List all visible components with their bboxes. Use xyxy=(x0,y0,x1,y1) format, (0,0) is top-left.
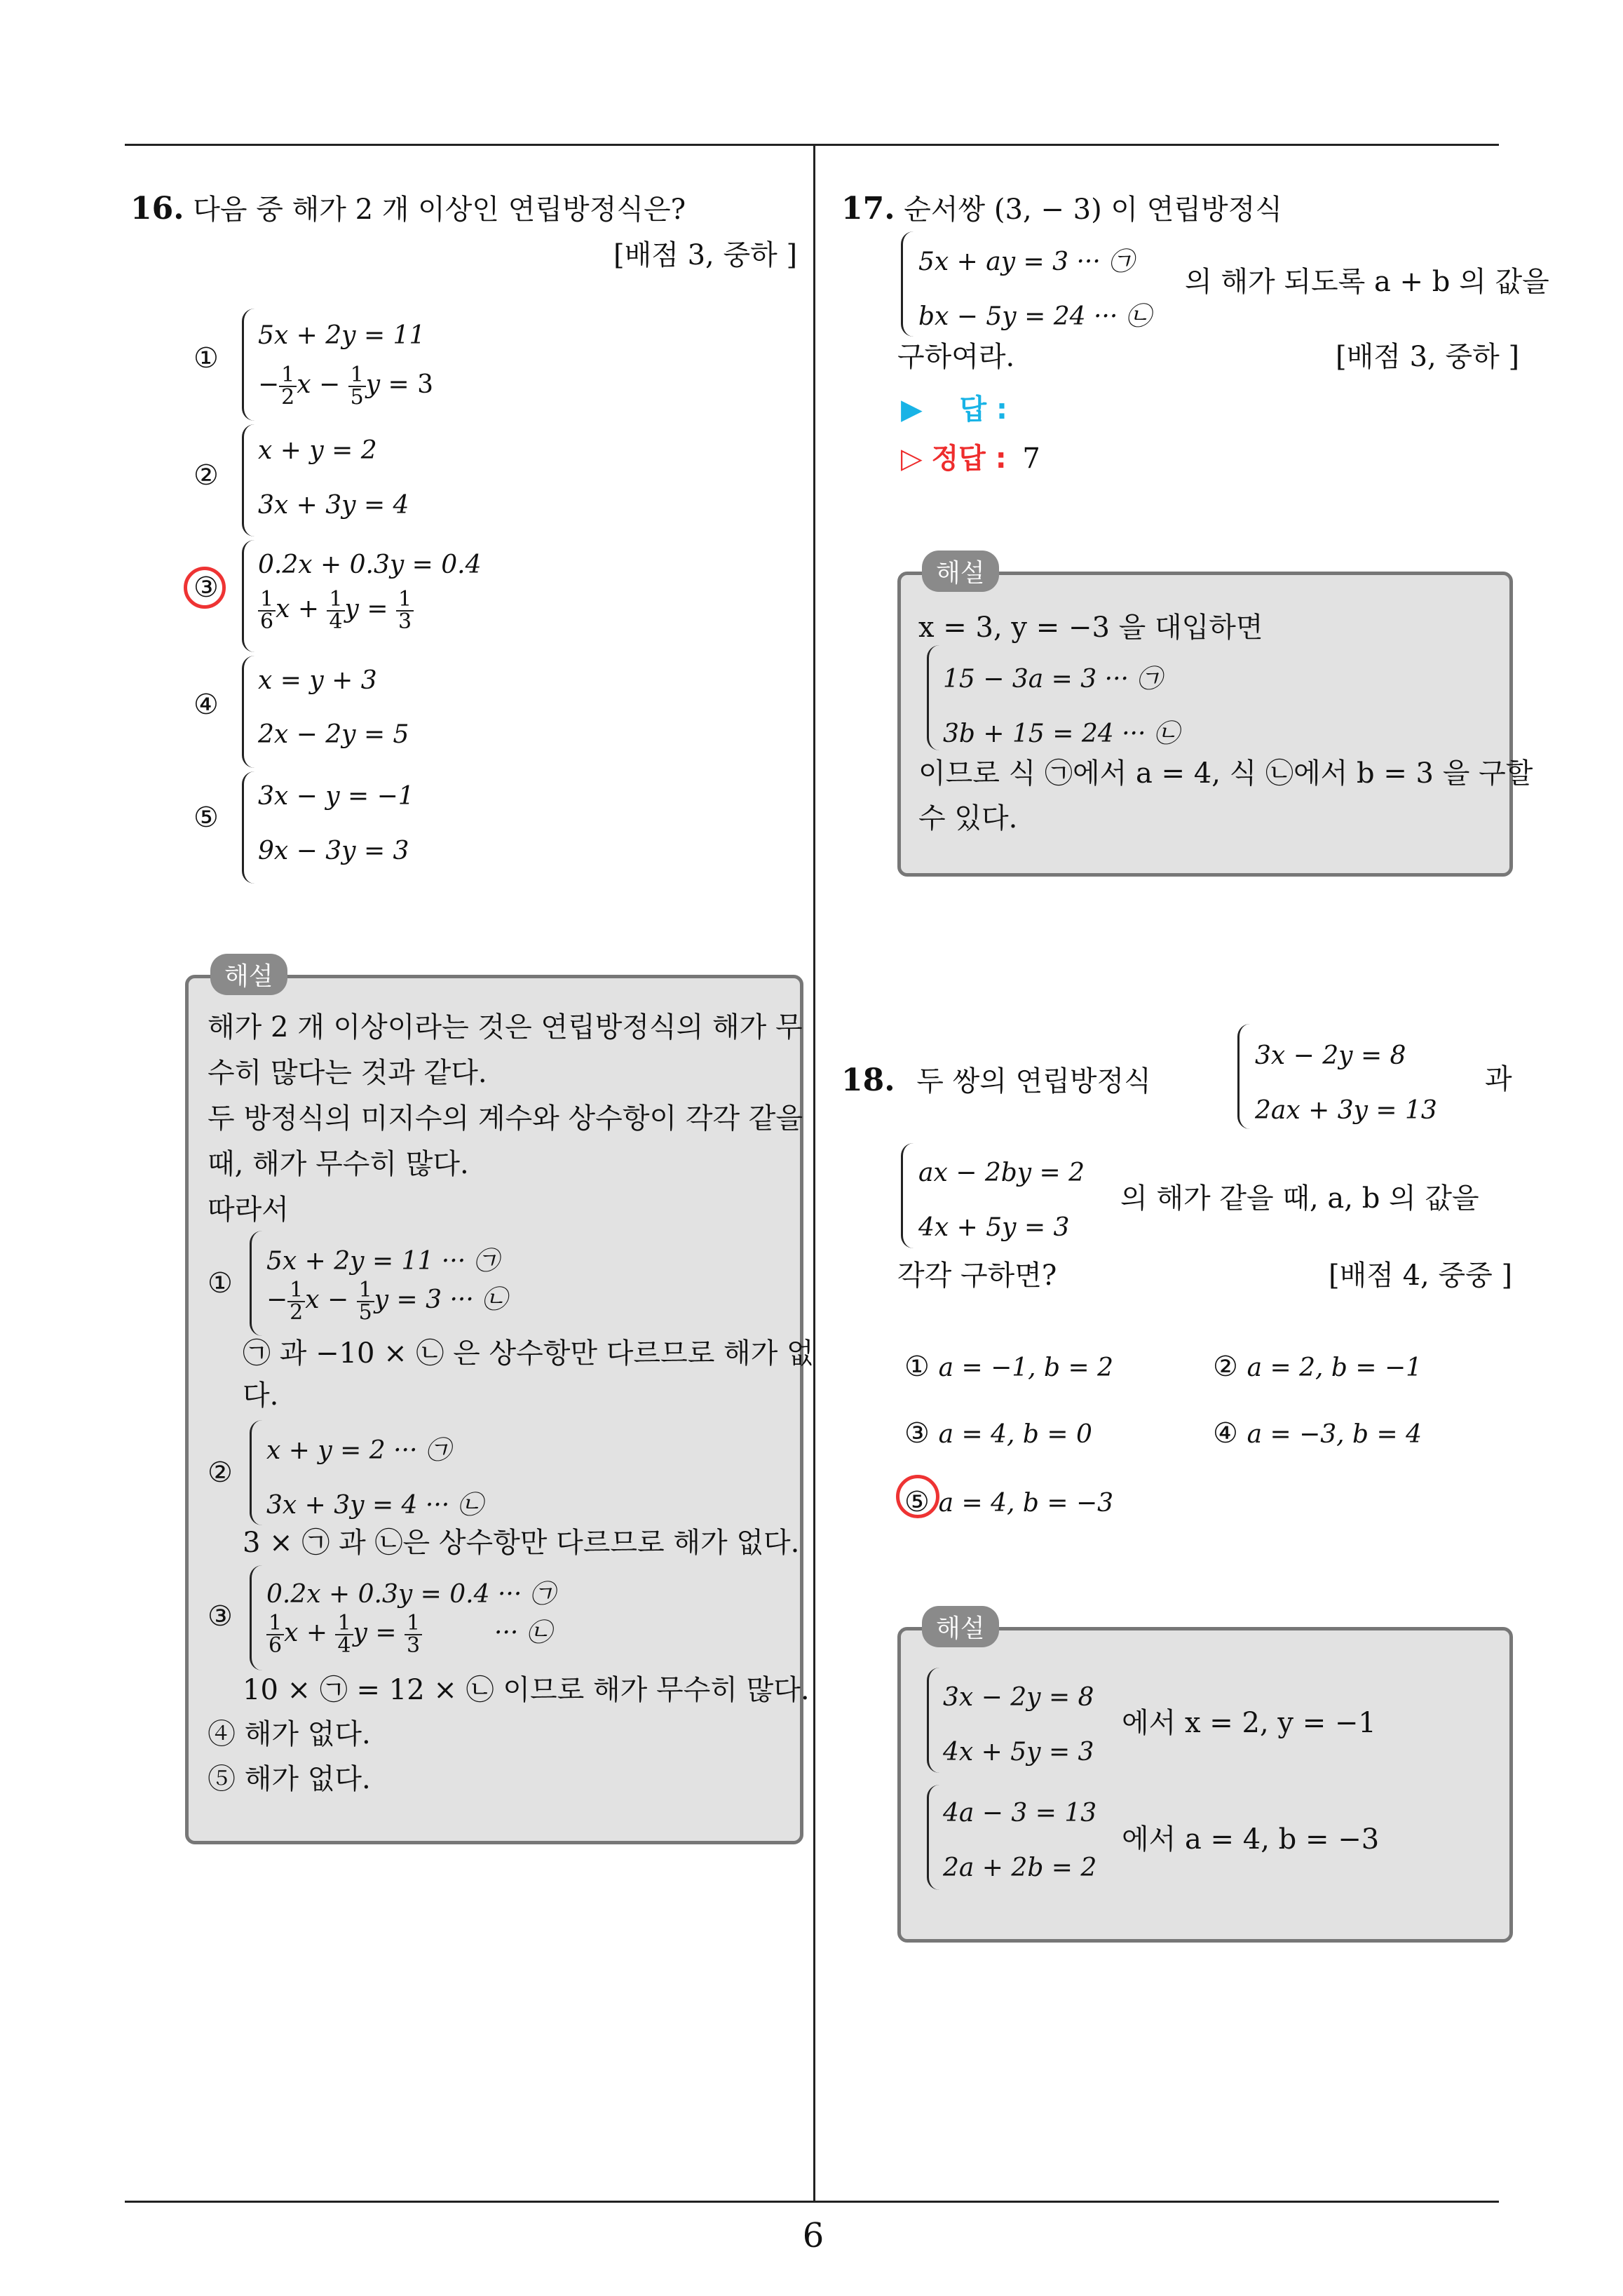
option-mark: ② xyxy=(1213,1351,1238,1383)
option-text: a = −3, b = 4 xyxy=(1247,1420,1422,1449)
equation: 4x + 5y = 3 xyxy=(943,1738,1094,1767)
explanation-line: 따라서 xyxy=(208,1194,289,1226)
equation: − $\frac{1}{2}$ x − $\frac{1}{5}$ y = 3 ··· ㉡ xyxy=(266,1278,508,1325)
equation: ax − 2by = 2 xyxy=(918,1159,1085,1187)
explanation-line: 에서 a = 4, b = −3 xyxy=(1122,1823,1380,1856)
triangle-right-icon: ▶ xyxy=(901,393,923,426)
brace xyxy=(927,1668,940,1773)
explanation-line: ㉠ 과 −10 × ㉡ 은 상수항만 다르므로 해가 없 xyxy=(243,1337,814,1370)
explanation-mark: ① xyxy=(208,1267,233,1299)
explanation-line: 3 × ㉠ 과 ㉡은 상수항만 다르므로 해가 없다. xyxy=(243,1527,800,1559)
explanation-line: 두 방정식의 미지수의 계수와 상수항이 각각 같을 xyxy=(208,1102,803,1135)
q18-explanation-tag: 해설 xyxy=(922,1606,999,1647)
explanation-mark: ② xyxy=(208,1457,233,1489)
explanation-line: ④ 해가 없다. xyxy=(208,1718,371,1750)
brace xyxy=(901,1143,914,1248)
equation: 2x − 2y = 5 xyxy=(258,720,409,749)
q18-option-1[interactable] xyxy=(904,1350,1113,1384)
option-mark: ④ xyxy=(193,689,219,721)
equation: 5x + 2y = 11 ··· ㉠ xyxy=(266,1247,499,1276)
option-mark: ⑤ xyxy=(193,802,219,834)
equation: x + y = 2 ··· ㉠ xyxy=(266,1436,451,1465)
brace xyxy=(250,1420,263,1525)
option-text: a = −1, b = 2 xyxy=(938,1353,1114,1382)
explanation-line: 이므로 식 ㉠에서 a = 4, 식 ㉡에서 b = 3 을 구할 xyxy=(918,757,1533,790)
explanation-line: ⑤ 해가 없다. xyxy=(208,1763,371,1795)
equation: 3x − 2y = 8 xyxy=(1255,1041,1406,1070)
top-rule xyxy=(125,144,1499,146)
option-mark: ④ xyxy=(1213,1417,1238,1450)
q18-question-cont: 과 xyxy=(1485,1063,1512,1095)
brace xyxy=(1237,1024,1251,1129)
brace xyxy=(242,771,255,884)
q17-question: 순서쌍 (3, − 3) 이 연립방정식 xyxy=(904,194,1282,226)
brace xyxy=(927,1785,940,1890)
equation: 5x + 2y = 11 xyxy=(258,321,426,350)
q18-option-5[interactable] xyxy=(904,1485,1113,1519)
equation: $\frac{1}{6}$ x + $\frac{1}{4}$ y = $\frac{1}{3}$ ··· ㉡ xyxy=(266,1613,552,1656)
q18-number: 18. xyxy=(841,1062,895,1098)
equation: 3x + 3y = 4 ··· ㉡ xyxy=(266,1491,483,1520)
q16-question: 다음 중 해가 2 개 이상인 연립방정식은? xyxy=(193,194,686,226)
q17-header xyxy=(841,191,1282,228)
equation: 2ax + 3y = 13 xyxy=(1255,1096,1437,1125)
explanation-line: 수 있다. xyxy=(918,802,1018,835)
q18-option-3[interactable] xyxy=(904,1417,1092,1450)
explanation-line: 해가 2 개 이상이라는 것은 연립방정식의 해가 무 xyxy=(208,1011,803,1044)
page-number: 6 xyxy=(802,2216,824,2255)
equation: $\frac{1}{6}$ x + $\frac{1}{4}$ y = $\frac{1}{3}$ xyxy=(258,589,414,633)
equation: 0.2x + 0.3y = 0.4 ··· ㉠ xyxy=(266,1580,555,1609)
brace xyxy=(242,309,255,421)
explanation-line: 10 × ㉠ = 12 × ㉡ 이므로 해가 무수히 많다. xyxy=(243,1674,810,1706)
correct-value: 7 xyxy=(1022,443,1040,475)
option-mark: ③ xyxy=(904,1417,930,1450)
explanation-line: 다. xyxy=(243,1379,279,1412)
q18-question: 두 쌍의 연립방정식 xyxy=(916,1065,1151,1098)
option-text: a = 4, b = 0 xyxy=(938,1420,1092,1449)
explanation-mark: ③ xyxy=(208,1600,233,1633)
option-mark: ③ xyxy=(193,572,219,604)
option-text: a = 4, b = −3 xyxy=(938,1489,1114,1518)
brace xyxy=(242,540,255,652)
column-divider xyxy=(813,144,815,2202)
q17-answer-field[interactable] xyxy=(901,393,1007,426)
equation: 9x − 3y = 3 xyxy=(258,837,409,865)
option-mark: ⑤ xyxy=(904,1486,930,1518)
q17-question-cont: 구하여라. xyxy=(897,341,1015,373)
equation: x = y + 3 xyxy=(258,666,377,695)
equation: 3x − y = −1 xyxy=(258,782,414,811)
bottom-rule xyxy=(125,2201,1499,2203)
option-text: a = 2, b = −1 xyxy=(1247,1353,1422,1382)
answer-label: 답 : xyxy=(959,393,1008,426)
triangle-outline-icon: ▷ xyxy=(901,443,923,475)
brace xyxy=(242,424,255,536)
equation: 4x + 5y = 3 xyxy=(918,1213,1070,1242)
explanation-line: 에서 x = 2, y = −1 xyxy=(1122,1707,1376,1739)
equation: 3x − 2y = 8 xyxy=(943,1683,1094,1712)
equation: x + y = 2 xyxy=(258,436,377,465)
option-mark: ① xyxy=(193,342,219,374)
brace xyxy=(927,645,940,750)
q18-option-2[interactable] xyxy=(1213,1350,1422,1384)
brace xyxy=(901,231,914,337)
q18-question-cont: 의 해가 같을 때, a, b 의 값을 xyxy=(1120,1182,1479,1215)
equation: 3b + 15 = 24 ··· ㉡ xyxy=(943,720,1179,748)
q18-explanation-box xyxy=(897,1627,1513,1943)
q16-explanation-tag: 해설 xyxy=(210,954,287,995)
explanation-line: 때, 해가 무수히 많다. xyxy=(208,1148,469,1180)
explanation-line: 수히 많다는 것과 같다. xyxy=(208,1057,487,1089)
q17-meta: [배점 3, 중하 ] xyxy=(1336,341,1520,373)
equation: 3x + 3y = 4 xyxy=(258,491,409,520)
brace xyxy=(242,656,255,768)
equation: 5x + ay = 3 ··· ㉠ xyxy=(918,248,1134,276)
equation: 2a + 2b = 2 xyxy=(943,1853,1097,1882)
correct-label: 정답 : xyxy=(931,443,1007,475)
equation: − $\frac{1}{2}$ x − $\frac{1}{5}$ y = 3 xyxy=(258,363,434,410)
explanation-line: x = 3, y = −3 을 대입하면 xyxy=(918,612,1263,644)
q16-number: 16. xyxy=(130,191,184,227)
q17-number: 17. xyxy=(841,191,895,227)
equation: bx − 5y = 24 ··· ㉡ xyxy=(918,302,1151,331)
q17-question-cont: 의 해가 되도록 a + b 의 값을 xyxy=(1185,266,1549,298)
q18-option-4[interactable] xyxy=(1213,1417,1422,1450)
q17-correct-answer xyxy=(901,442,1040,475)
q17-explanation-tag: 해설 xyxy=(922,551,999,592)
equation: 4a − 3 = 13 xyxy=(943,1799,1097,1828)
brace xyxy=(250,1565,263,1670)
q18-question-cont: 각각 구하면? xyxy=(897,1260,1057,1292)
q18-header xyxy=(841,1062,1151,1100)
option-mark: ① xyxy=(904,1351,930,1383)
option-mark: ② xyxy=(193,459,219,492)
q16-meta: [배점 3, 중하 ] xyxy=(613,239,798,271)
brace xyxy=(250,1231,263,1336)
equation: 0.2x + 0.3y = 0.4 xyxy=(258,551,482,579)
q18-meta: [배점 4, 중중 ] xyxy=(1329,1260,1513,1292)
q16-header xyxy=(130,191,686,228)
equation: 15 − 3a = 3 ··· ㉠ xyxy=(943,665,1162,694)
